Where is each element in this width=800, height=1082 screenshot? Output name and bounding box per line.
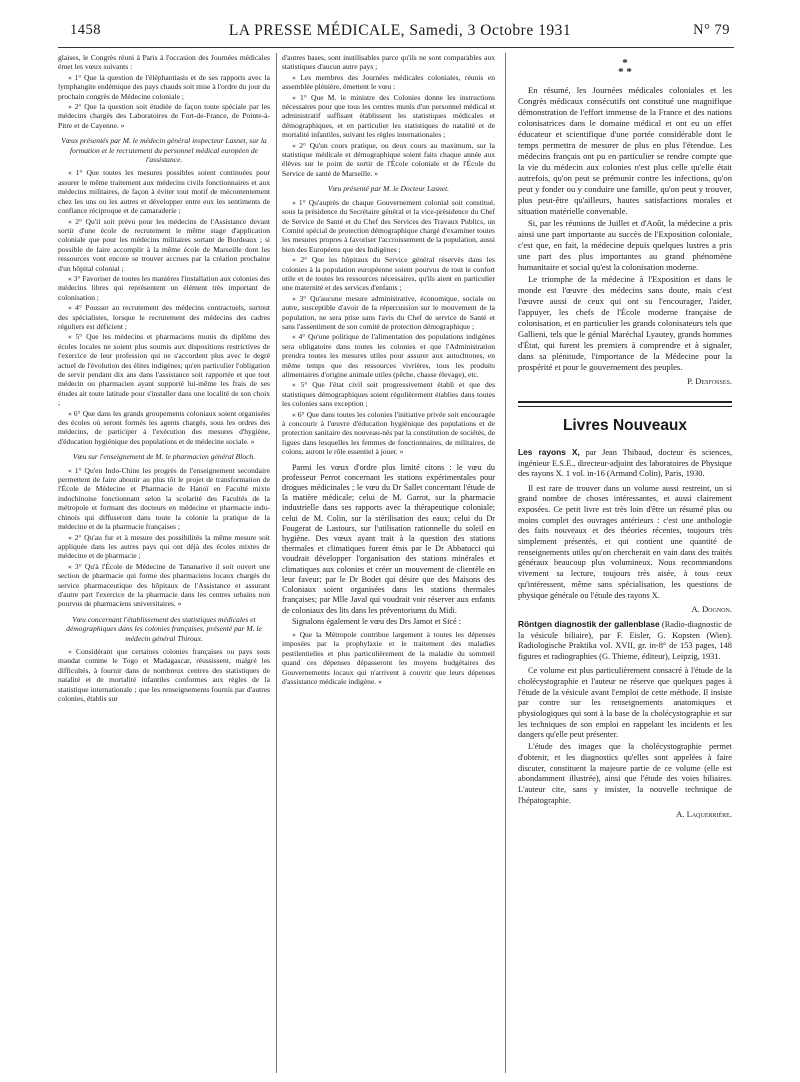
paragraph: « 2° Que la question soit étudiée de façon toute spéciale par les médecins chargés des Laboratoires de Fort-de-France, de Pointe-à-Pitre et de Cayenne. » [58, 102, 270, 130]
paragraph: Si, par les réunions de Juillet et d'Août, la médecine a pris ainsi une part importante au succès de l'Exposition coloniale, c'est que, en fait, la médecine depuis quelques lustres a pris une part des plus importantes au grand phénomène humanitaire et social qu'est la colonisation moderne. [518, 218, 732, 272]
paragraph: « 3° Qu'aucune mesure administrative, économique, sociale ou autre, susceptible d'avoir de la répercussion sur le mouvement de la population, ne sera prise sans l'avis du Chef de service de Santé et sans l'assentiment de son comité de protection démographique ; [282, 293, 495, 331]
column-right [518, 53, 732, 821]
page-header [70, 22, 730, 42]
paragraph: « 1° Que la question de l'éléphantiasis et de ses rapports avec la lymphangite endémique des pays chauds soit mise à l'ordre du jour du prochain congrès de Médecine coloniale ; [58, 72, 270, 101]
book-review: Ce volume est plus particulièrement consacré à l'étude de la cholécystographie et l'auteur ne réserve que quelques pages à l'étude de la vésicule avant l'emploi de cette méthode. Il insiste par contre sur les renseignements anatomiques et physiologiques qui sont à la base de la cholécystographie et sur les techniques de son emploi en rappelant les incidents et les dangers qu'elle peut présenter. [518, 666, 732, 740]
paragraph: « 4° Pousser au recrutement des médecins contractuels, surtout des spécialistes, lorsque le recrutement des médecins des cadres réguliers est déficient ; [58, 303, 270, 331]
paragraph: « 1° Que toutes les mesures possibles soient continuées pour assurer le même traitement aux médecins civils fonctionnaires et aux médecins militaires, de façon à éviter tout motif de mécontentement chez les uns ou les autres et développer entre eux les sentiments de confiance réciproque et de camaraderie ; [58, 168, 270, 216]
paragraph: glaises, le Congrès réuni à Paris à l'occasion des Journées médicales émet les vœux suivants : [58, 53, 270, 72]
paragraph: « 6° Que dans les grands groupements coloniaux soient organisées des écoles où seront formés les agents chargés, sous les ordres des médecins, de participer à l'exécution des mesures d'hygiène, d'éducation hygiénique des populations et de médecine sociale. » [58, 408, 270, 446]
issue-number: N° 79 [693, 22, 730, 38]
paragraph: « 5° Que les médecins et pharmaciens munis du diplôme des écoles locales ne soient plus soumis aux dispositions restrictives de l'exercice de leur profession qui ne s'accordent plus avec le degré actuel de l'évolution des élites indigènes; qu'en particulier l'obligation de servir pendant dix ans dans l'assistance soit rapportée et que tout médecin ou pharmacien ayant supporté lui-même les frais de ses études ait toute latitude pour s'installer dans une localité de son choix ; [58, 332, 270, 408]
paragraph: « 2° Que les hôpitaux du Service général réservés dans les colonies à la population européenne soient pourvus de tout le confort utile et de toutes les ressources nécessaires, qu'ils aient en particulier une maternité et des services d'enfants ; [282, 255, 495, 293]
paragraph: « 5° Que l'état civil soit progressivement établi et que des statistiques démographiques soient régulièrement établies dans toutes les colonies sans exception ; [282, 380, 495, 409]
section-separator-stars: * * * [618, 57, 632, 78]
paragraph: « 1° Qu'auprès de chaque Gouvernement colonial soit constitué, sous la présidence du Secrétaire général et la vice-présidence du Chef de Service de Santé et du Chef des Services des Travaux Publics, un Comité spécial de protection démographique chargé d'examiner toutes les mesures propres à favoriser l'accroissement de la population, aussi bien des Européens que des Indigènes ; [282, 197, 495, 254]
paragraph: Parmi les vœux d'ordre plus limité citons : le vœu du professeur Perrot concernant les stations expérimentales pour drogues médicinales ; le vœu du Dr Sallet concernant l'étude de la matière médicale; celui de M. Garrot, sur la pharmacie industrielle dans ses rapports avec la thérapeutique coloniale; celui de M. Colin, sur la stérilisation des eaux; celui du Dr Fougerat de Lastours, sur l'utilisation rationnelle du soleil en hygiène. Des vœux ayant trait à la question des stations thermales et climatiques furent émis par le Dr Abbatucci qui voudrait développer l'organisation des stations minérales et climatiques aux colonies et créer un mouvement de clientèle en leur faveur; par le Dr Bodet qui désire que des Maisons des Coloniaux soient organisées dans les stations thermales françaises; par Mlle Javal qui voudrait voir réserver aux enfants de coloniaux des lits dans les préventoriums du Midi. [282, 462, 495, 615]
subheading: Vœux présentés par M. le médecin général inspecteur Lasnet, sur la formation et le recrutement du personnel médical européen de l'assistance. [61, 136, 267, 165]
book-title: Les rayons X, [518, 447, 580, 457]
paragraph: « 1° Que M. le ministre des Colonies donne les instructions nécessaires pour que tous les centres munis d'un personnel médical et administratif suffisant établissent les statistiques médicales et démographiques, et en particulier les statistiques de natalité et de mortalité infantiles, suivant les règles internationales ; [282, 92, 495, 140]
subheading: Vœu sur l'enseignement de M. le pharmacien général Bloch. [72, 452, 256, 462]
page-number: 1458 [70, 22, 101, 38]
paragraph: « 2° Qu'il soit prévu pour les médecins de l'Assistance devant sortir d'une école de recrutement le même stage d'application coloniale que pour les médecins militaires sortant de Bordeaux ; si possible de faire accomplir à la même école de Marseille dont les ressources vont encore se trouver accrues par la création prochaine d'un hôpital colonial ; [58, 216, 270, 273]
header-rule [58, 47, 734, 48]
paragraph: « 3° Favoriser de toutes les manières l'installation aux colonies des médecins libres qui représentent un élément très important de colonisation ; [58, 273, 270, 302]
book-entry-heading [518, 447, 732, 480]
paragraph: « 4° Qu'une politique de l'alimentation des populations indigènes sera obligatoire dans toutes les colonies et que l'Administration prendra toutes les mesures utiles pour assurer aux autochtones, en même temps que des ressources vivrières, tous les produits alimentaires d'origine animale utiles (pêche, chasse élevage), etc. [282, 332, 495, 379]
column-divider [276, 53, 277, 1073]
publication-title: LA PRESSE MÉDICALE, Samedi, 3 Octobre 1931 [228, 22, 572, 39]
book-details: (Radio-diagnostic de la vésicule biliaire), par F. Eisler, G. Kopsten (Wien). Radiologische Praktika vol. XVII, gr. in-8° de 153 pages, 148 figures et radiographies (G. Thieme, éditeur), Leipzig, 1931. [518, 620, 733, 661]
author-signature: P. Desfosses. [687, 376, 732, 386]
column-divider [505, 53, 506, 1073]
book-title: Röntgen diagnostik der gallenblase [518, 619, 660, 630]
book-details: par Jean Thibaud, docteur ès sciences, ingénieur E.S.E., directeur-adjoint des laboratoires de Physique des rayons X. 1 vol. in-16 (Armand Colin), Paris, 1930. [518, 448, 732, 478]
paragraph: « 2° Qu'un cours pratique, ou deux cours au maximum, sur la statistique médicale et démographique soient faits chaque année aux élèves sur le point de sortir de l'École coloniale et de l'École du Service de santé de Marseille. » [282, 140, 495, 178]
paragraph: « 1° Qu'en Indo-Chine les progrès de l'enseignement secondaire permettent de faire aboutir au plus tôt le projet de transformation de l'École de Médecine et Pharmacie de Hanoï en Faculté mixte indochinoise fonctionnant selon la scolarité des Facultés de la métropole et formant des docteurs en médecine et pharmacie indo-chinois qui diffuseront dans toute la colonie la pratique de la médecine et de la pharmacie françaises ; [58, 465, 270, 532]
paragraph: d'autres bases, sont inutilisables parce qu'ils ne sont comparables aux statistiques d'aucun autre pays ; [282, 53, 495, 72]
paragraph: « 3° Qu'à l'École de Médecine de Tananarive il soit ouvert une section de pharmacie qui forme des pharmaciens locaux chargés du service pharmaceutique des hôpitaux de l'Assistance et assurant d'autre part l'exercice de la pharmacie dans les centres urbains non pourvus de pharmaciens universitaires. » [58, 561, 270, 609]
paragraph: « Que la Métropole contribue largement à toutes les dépenses imposées par la prophylaxie et le traitement des maladies pestilentielles et plus particulièrement de la maladie du sommeil quand ces dépenses dépasseront les moyens budgétaires des Gouvernements locaux qui n'arrivent à couvrir que leurs dépenses d'assistance médicale indigène. » [282, 629, 495, 686]
book-review: Il est rare de trouver dans un volume aussi restreint, un si grand nombre de choses intéressantes, et aussi clairement exposées. Ce petit livre est très loin d'être un résumé plus ou moins complet des ouvrages antérieurs : c'est une anthologie des faits nouveaux et des théories récentes, toujours très simplement présentés, et qui contient une quantité de renseignements utiles qu'on chercherait en vain dans des traités généraux beaucoup plus volumineux. Nous recommandons vivement sa lecture, toujours très aisée, à tous ceux qu'intéressent, même sans spécialisation, les questions de physique générale ou l'étude des rayons X. [518, 483, 732, 600]
paragraph: En résumé, les Journées médicales coloniales et les Congrès médicaux consécutifs ont constitué une magnifique démonstration de l'effort immense de la France et des nations colonisatrices dans le domaine médical et ont eu un effet éducateur et scientifique d'une portée considérable dont le temps permettra de mesurer de plus en plus l'étendue. Les médecins français ont pu en particulier se rendre compte que la vie du médecin aux colonies n'est plus celle qu'elle était autrefois, qu'on peut se prémunir contre les infections, qu'on peut y fonder ou y conduire une famille, qu'on peut y trouver, plus peut-être qu'ailleurs, hautes satisfactions morales et situation matérielle convenable. [518, 85, 732, 216]
paragraph: « Les membres des Journées médicales coloniales, réunis en assemblée plénière, émettent le vœu : [282, 72, 495, 92]
paragraph: Le triomphe de la médecine à l'Exposition et dans le monde est l'œuvre des médecins sans doute, mais c'est l'œuvre aussi de ceux qui ont su l'encourager, l'aider, l'appuyer, les chefs de l'École moderne française de colonisation, et en particulier les grands colonisateurs tels que Gallieni, tels que le génial Maréchal Lyautey, grands hommes d'État, qui furent les premiers à comprendre et à signaler, dans sa plénitude, l'importance de la Médecine pour la prospérité et pour le gouvernement des peuples. [518, 274, 732, 372]
book-review: L'étude des images que la cholécystographie permet d'obtenir, et les diagnostics qu'elles sont appelées à faire discuter, constituent la majeure partie de ce volume (elle est abondamment illustrée), ainsi que l'étude des voies biliaires. L'auteur cite, sans y insister, la nouvelle technique de l'hépatographie. [518, 742, 732, 805]
subheading: Vœu concernant l'établissement des statistiques médicales et démographiques dans les colonies françaises, présenté par M. le médecin général Thiroux. [66, 614, 262, 643]
column-left [58, 53, 270, 704]
reviewer-signature: A. Laquerrière. [676, 809, 732, 820]
reviewer-signature: A. Dognon. [691, 604, 732, 615]
paragraph: « 6° Que dans toutes les colonies l'initiative privée soit encouragée à concourir à l'œuvre d'éducation hygiénique des populations et de protection sanitaire des nouveau-nés par la constitution de sociétés, de ligues dans lesquelles les femmes de fonctionnaires, de militaires, de colons, auront le rôle essentiel à jouer. » [282, 409, 495, 457]
book-entry-heading [518, 619, 732, 662]
column-middle [282, 53, 495, 687]
paragraph: « 2° Qu'au fur et à mesure des possibilités la même mesure soit appliquée dans les autres pays qui ont déjà des écoles mixtes de médecine et de pharmacie ; [58, 532, 270, 561]
section-title: Livres Nouveaux [562, 417, 688, 434]
section-rule [518, 401, 732, 407]
subheading: Vœu présenté par M. le Docteur Lasnet. [327, 184, 450, 194]
paragraph: « Considérant que certaines colonies françaises ou pays sous mandat comme le Togo et Madagascar, réussissent, malgré les difficultés, à fournir dans de nombreux centres des statistiques de natalité et de mortalité infantiles conformes aux règles de la statistique internationale ; que les renseignements fournis par d'autres colonies, établis sur [58, 646, 270, 703]
paragraph: Signalons également le vœu des Drs Jamot et Sicé : [292, 616, 461, 626]
